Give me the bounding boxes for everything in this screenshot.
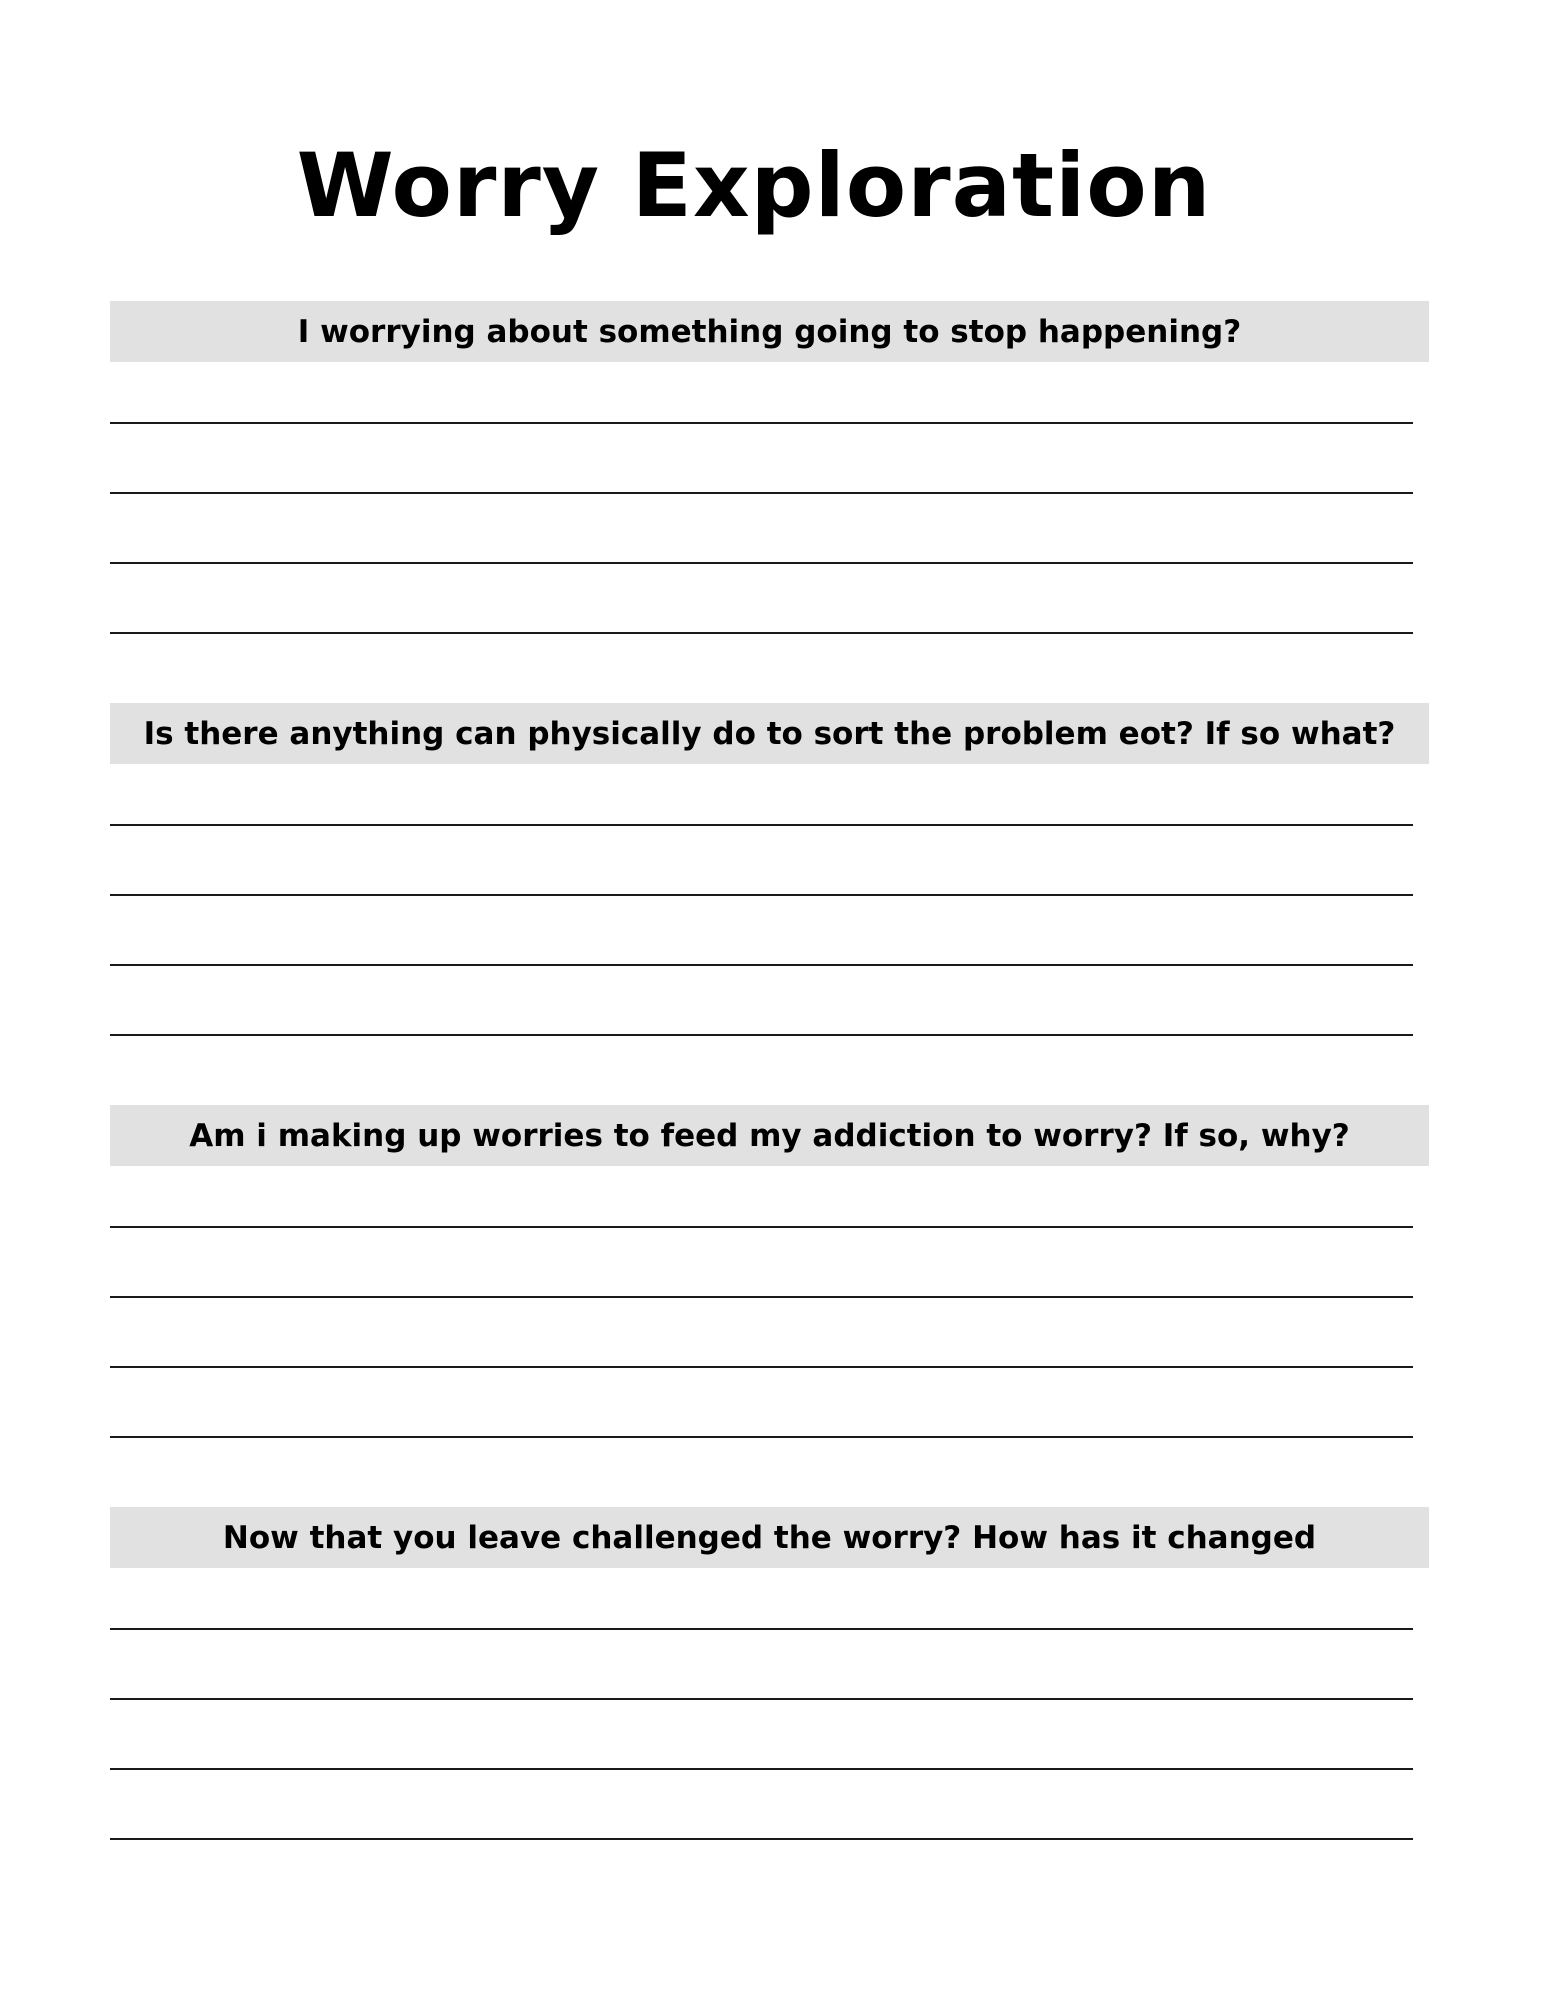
answer-line[interactable] [110,1034,1413,1036]
worksheet-section-2 [0,703,1545,1043]
question-bar [110,301,1429,362]
answer-line[interactable] [110,964,1413,966]
question-bar [110,1105,1429,1166]
question-text: Is there anything can physically do to sort the problem eot? If so what? [143,715,1396,752]
worksheet-section-3 [0,1105,1545,1445]
answer-line[interactable] [110,632,1413,634]
answer-line[interactable] [110,1698,1413,1700]
answer-line[interactable] [110,824,1413,826]
answer-line[interactable] [110,562,1413,564]
answer-line[interactable] [110,422,1413,424]
question-text: I worrying about something going to stop happening? [297,313,1242,350]
answer-line[interactable] [110,1436,1413,1438]
worksheet-section-1 [0,301,1545,641]
question-bar [110,1507,1429,1568]
question-text: Am i making up worries to feed my addiction to worry? If so, why? [189,1117,1350,1154]
question-text: Now that you leave challenged the worry? How has it changed [222,1519,1317,1556]
answer-line[interactable] [110,1838,1413,1840]
answer-line[interactable] [110,1226,1413,1228]
answer-line[interactable] [110,492,1413,494]
answer-line[interactable] [110,1296,1413,1298]
answer-line[interactable] [110,894,1413,896]
answer-line[interactable] [110,1366,1413,1368]
question-bar [110,703,1429,764]
answer-line[interactable] [110,1768,1413,1770]
answer-line[interactable] [110,1628,1413,1630]
worksheet-section-4 [0,1507,1545,1847]
page-title: Worry Exploration [296,134,1212,237]
